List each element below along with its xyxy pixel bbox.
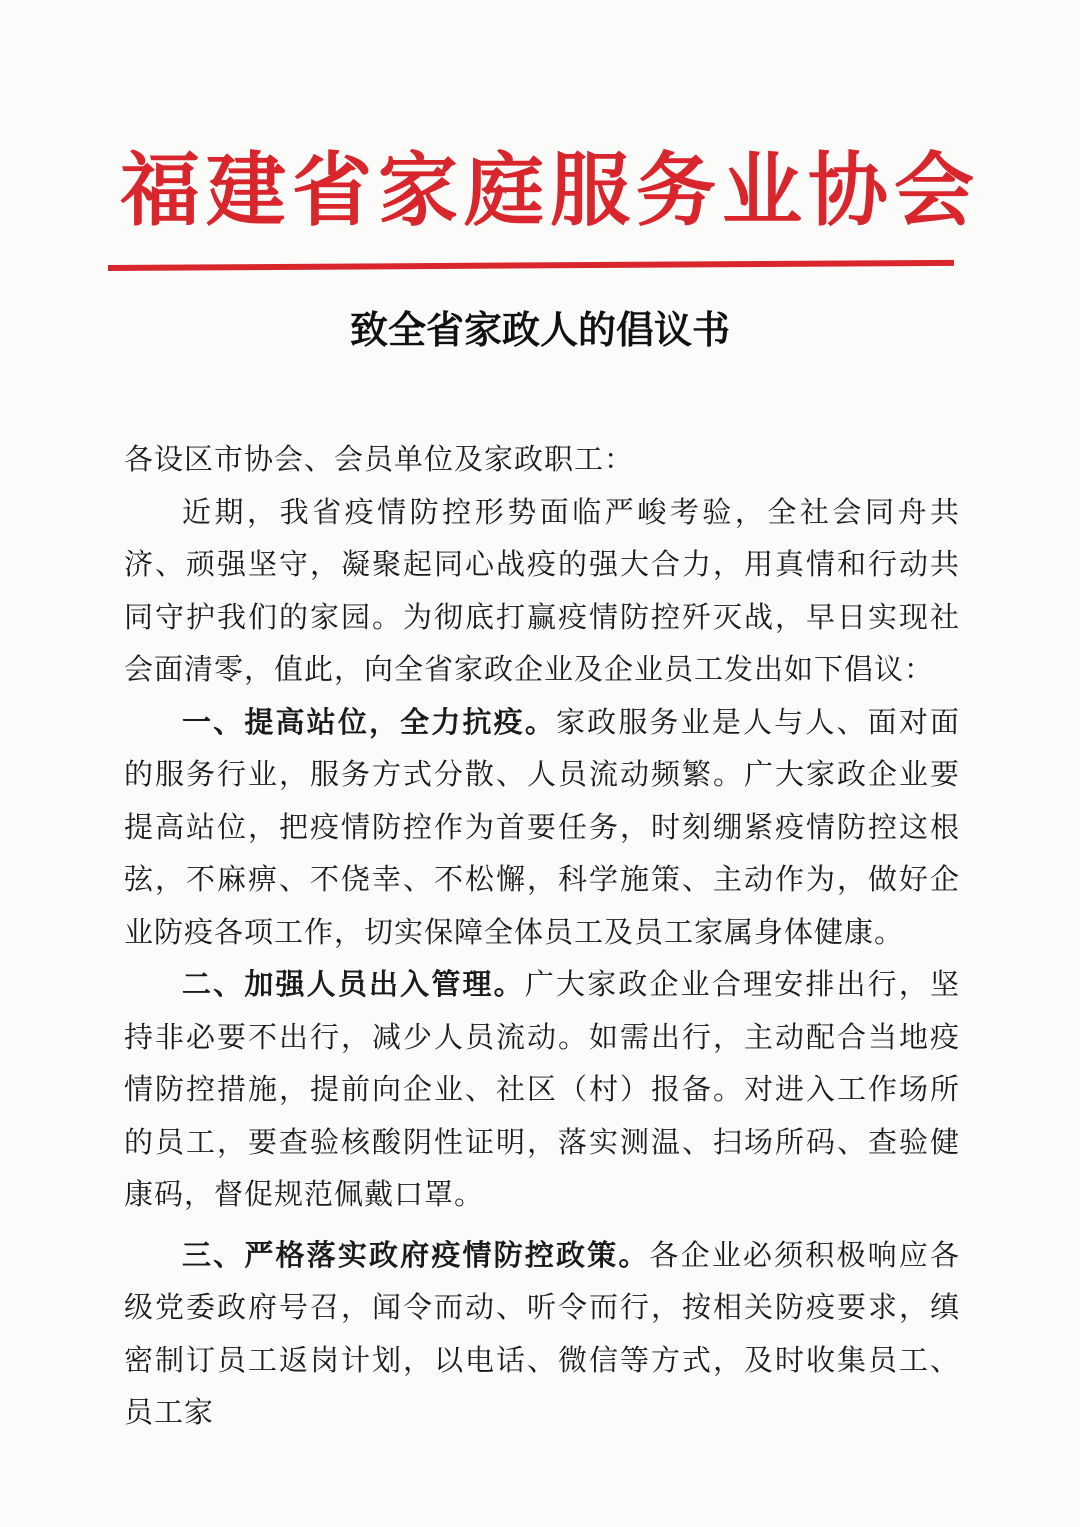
section-text-2: 广大家政企业合理安排出行，坚持非必要不出行，减少人员流动。如需出行，主动配合当地疫情防控措施，提前向企业、社区（村）报备。对进入工作场所的员工，要查验核酸阴性证明，落实测温、扫场所码、查验健康码，督促规范佩戴口罩。: [124, 967, 960, 1211]
section-heading-3: 三、严格落实政府疫情防控政策。: [182, 1237, 650, 1272]
document-title: 致全省家政人的倡议书: [349, 308, 730, 352]
salutation: 各设区市协会、会员单位及家政职工：: [124, 442, 635, 476]
section-heading-2: 二、加强人员出入管理。: [182, 967, 525, 1001]
intro-paragraph: 近期，我省疫情防控形势面临严峻考验，全社会同舟共济、顽强坚守，凝聚起同心战疫的强大合力，用真情和行动共同守护我们的家园。为彻底打赢疫情防控歼灭战，早日实现社会面清零，值此，向全省家政企业及企业员工发出如下倡议：: [124, 494, 960, 686]
section-text-1: 家政服务业是人与人、面对面的服务行业，服务方式分散、人员流动频繁。广大家政企业要提高站位，把疫情防控作为首要任务，时刻绷紧疫情防控这根弦，不麻痹、不侥幸、不松懈，科学施策、主动作为，做好企业防疫各项工作，切实保障全体员工及员工家属身体健康。: [124, 704, 960, 949]
section-paragraph-3: [124, 1229, 960, 1439]
paragraph-spacer: [124, 1221, 960, 1229]
section-paragraph-1: [124, 696, 960, 959]
section-heading-1: 一、提高站位，全力抗疫。: [182, 704, 556, 739]
section-text-3: 各企业必须积极响应各级党委政府号召，闻令而动、听令而行，按相关防疫要求，缜密制订员工返岗计划，以电话、微信等方式，及时收集员工、员工家: [124, 1237, 960, 1429]
document-body: [124, 433, 960, 1439]
organization-letterhead: 福建省家庭服务业协会: [120, 143, 980, 237]
letterhead-red-rule: [108, 260, 954, 271]
section-paragraph-2: [124, 958, 960, 1221]
